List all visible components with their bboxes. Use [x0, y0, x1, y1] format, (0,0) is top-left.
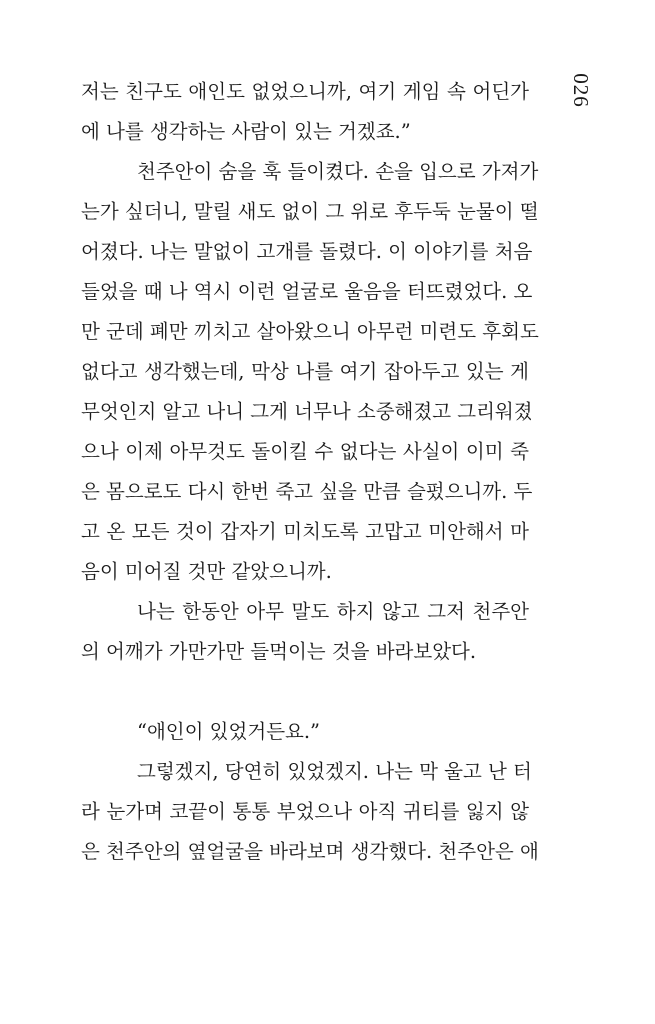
text-line: 없다고 생각했는데, 막상 나를 여기 잡아두고 있는 게 [81, 360, 529, 383]
text-line: 는가 싶더니, 말릴 새도 없이 그 위로 후두둑 눈물이 떨 [81, 200, 539, 223]
text-line: 라 눈가며 코끝이 통통 부었으나 아직 귀티를 잃지 않 [81, 800, 529, 823]
text-line: 의 어깨가 가만가만 들먹이는 것을 바라보았다. [81, 640, 477, 663]
body-text [81, 72, 539, 872]
text-line: 어졌다. 나는 말없이 고개를 돌렸다. 이 이야기를 처음 [81, 240, 533, 263]
text-line: 무엇인지 알고 나니 그게 너무나 소중해졌고 그리워졌 [81, 400, 533, 423]
text-line: 천주안이 숨을 훅 들이켰다. 손을 입으로 가져가 [137, 160, 539, 183]
text-line: 저는 친구도 애인도 없었으니까, 여기 게임 속 어딘가 [81, 80, 529, 103]
text-line: 음이 미어질 것만 같았으니까. [81, 560, 332, 583]
text-line: 에 나를 생각하는 사람이 있는 거겠죠.” [81, 120, 411, 143]
text-line: 으나 이제 아무것도 돌이킬 수 없다는 사실이 이미 죽 [81, 440, 529, 463]
text-line: 들었을 때 나 역시 이런 얼굴로 울음을 터뜨렸었다. 오 [81, 280, 533, 303]
text-line: 나는 한동안 아무 말도 하지 않고 그저 천주안 [137, 600, 529, 623]
paragraph-gap [81, 672, 529, 712]
text-line: 만 군데 폐만 끼치고 살아왔으니 아무런 미련도 후회도 [81, 320, 539, 343]
text-line: “애인이 있었거든요.” [137, 720, 321, 743]
text-line: 그렇겠지, 당연히 있었겠지. 나는 막 울고 난 터 [137, 760, 532, 783]
text-line: 은 몸으로도 다시 한번 죽고 싶을 만큼 슬펐으니까. 두 [81, 480, 533, 503]
text-line: 은 천주안의 옆얼굴을 바라보며 생각했다. 천주안은 애 [81, 840, 539, 863]
page-number: 026 [568, 73, 593, 108]
text-line: 고 온 모든 것이 갑자기 미치도록 고맙고 미안해서 마 [81, 520, 529, 543]
